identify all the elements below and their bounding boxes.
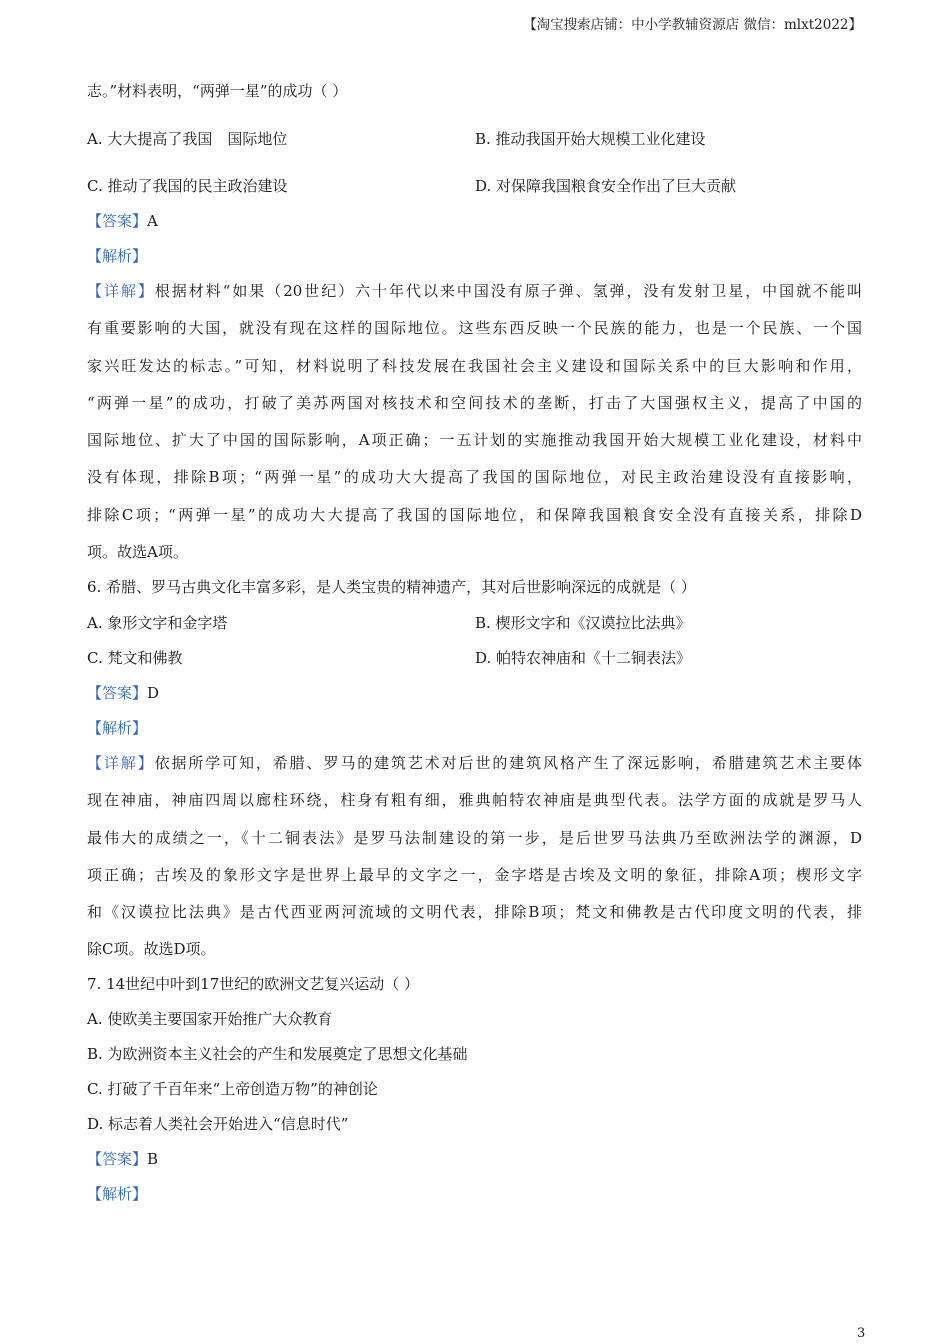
q6-detail-line-5: 和《汉谟拉比法典》是古代西亚两河流域的文明代表，排除B项；梵文和佛教是古代印度文明的代表，排 [87, 903, 862, 921]
q5-detail-line-2: 有重要影响的大国，就没有现在这样的国际地位。这些东西反映一个民族的能力，也是一个民族、一个国 [87, 319, 862, 337]
q5-option-c: C. 推动了我国的民主政治建设 [87, 177, 288, 195]
q6-detail-text-1: 依据所学可知，希腊、罗马的建筑艺术对后世的建筑风格产生了深远影响，希腊建筑艺术主要体 [154, 754, 862, 772]
q6-option-c: C. 梵文和佛教 [87, 649, 183, 667]
q5-detail-line-1 [87, 281, 862, 301]
q5-detail-line-7: 排除C项；“两弹一星”的成功大大提高了我国的国际地位，和保障我国粮食安全没有直接关系，排除D [87, 506, 862, 524]
q5-detail-line-6: 没有体现，排除B项；“两弹一星”的成功大大提高了我国的国际地位，对民主政治建设没有直接影响， [87, 468, 862, 486]
q5-answer-value: A [147, 212, 158, 230]
q7-stem: 7. 14世纪中叶到17世纪的欧洲文艺复兴运动（ ） [87, 975, 420, 993]
answer-tag: 【答案】 [87, 684, 148, 702]
detail-tag: 【详解】 [87, 754, 155, 772]
q6-option-b: B. 楔形文字和《汉谟拉比法典》 [475, 614, 691, 632]
q6-detail-line-1 [87, 753, 862, 773]
answer-tag: 【答案】 [87, 1150, 148, 1168]
detail-tag: 【详解】 [87, 282, 155, 300]
q5-option-a: A. 大大提高了我国 国际地位 [87, 130, 288, 148]
q6-detail-line-2: 现在神庙，神庙四周以廊柱环绕，柱身有粗有细，雅典帕特农神庙是典型代表。法学方面的成就是罗马人 [87, 791, 862, 809]
q6-detail-line-4: 项正确；古埃及的象形文字是世界上最早的文字之一，金字塔是古埃及文明的象征，排除A项；楔形文字 [87, 866, 862, 884]
q6-option-a: A. 象形文字和金字塔 [87, 614, 228, 632]
answer-tag: 【答案】 [87, 212, 148, 230]
q6-analysis-tag: 【解析】 [87, 719, 148, 737]
q6-answer-value: D [147, 684, 160, 702]
q5-answer [87, 211, 158, 231]
q6-stem: 6. 希腊、罗马古典文化丰富多彩，是人类宝贵的精神遗产，其对后世影响深远的成就是（ ） [87, 578, 696, 596]
q7-option-a: A. 使欧美主要国家开始推广大众教育 [87, 1010, 333, 1028]
q6-detail-line-3: 最伟大的成绩之一，《十二铜表法》是罗马法制建设的第一步，是后世罗马法典乃至欧洲法学的渊源，D [87, 829, 862, 847]
page-number: 3 [857, 1326, 866, 1341]
q7-option-d: D. 标志着人类社会开始进入“信息时代” [87, 1115, 349, 1133]
q5-detail-line-4: “两弹一星”的成功，打破了美苏两国对核技术和空间技术的垄断，打击了大国强权主义，提高了中国的 [87, 394, 862, 412]
q7-analysis-tag: 【解析】 [87, 1185, 148, 1203]
q5-option-b: B. 推动我国开始大规模工业化建设 [475, 130, 706, 148]
q7-option-b: B. 为欧洲资本主义社会的产生和发展奠定了思想文化基础 [87, 1045, 468, 1063]
page-header-source: 【淘宝搜索店铺：中小学教辅资源店 微信：mlxt2022】 [523, 17, 862, 33]
q6-answer [87, 683, 159, 703]
q5-detail-line-5: 国际地位、扩大了中国的国际影响，A项正确；一五计划的实施推动我国开始大规模工业化建设，材料中 [87, 431, 862, 449]
q6-detail-line-6: 除C项。故选D项。 [87, 940, 216, 958]
q5-detail-line-3: 家兴旺发达的标志。”可知，材料说明了科技发展在我国社会主义建设和国际关系中的巨大影响和作用， [87, 357, 862, 375]
q5-detail-text-1: 根据材料“如果（20世纪）六十年代以来中国没有原子弹、氢弹，没有发射卫星，中国就不能叫 [154, 282, 862, 300]
q5-analysis-tag: 【解析】 [87, 247, 148, 265]
q5-option-d: D. 对保障我国粮食安全作出了巨大贡献 [475, 177, 737, 195]
q7-option-c: C. 打破了千百年来“上帝创造万物”的神创论 [87, 1080, 378, 1098]
q5-stem-tail: 志。”材料表明，“两弹一星”的成功（ ） [87, 82, 348, 100]
q6-option-d: D. 帕特农神庙和《十二铜表法》 [475, 649, 692, 667]
q5-detail-line-8: 项。故选A项。 [87, 543, 188, 561]
q7-answer [87, 1149, 158, 1169]
q7-answer-value: B [147, 1150, 159, 1168]
